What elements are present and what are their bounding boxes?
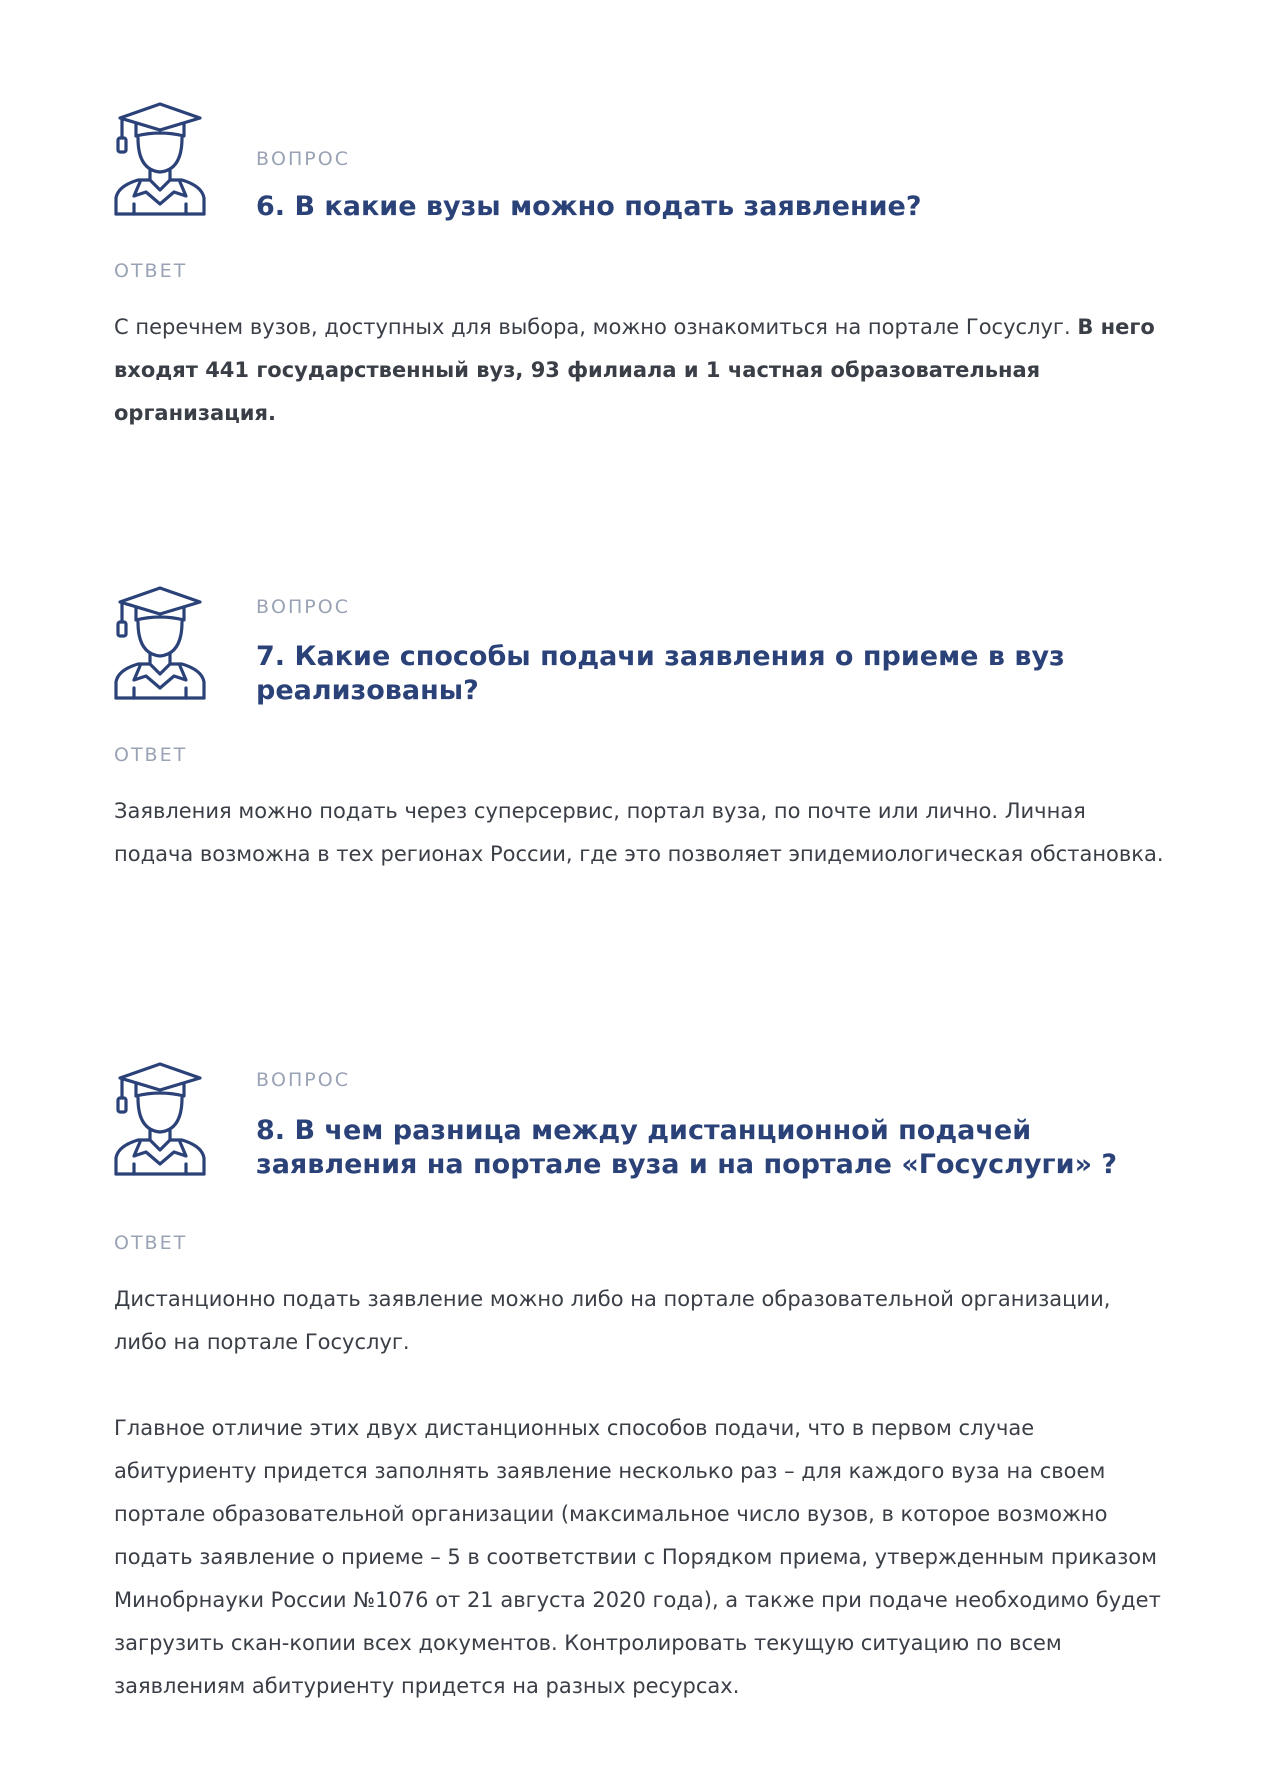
answer-paragraph-2: Главное отличие этих двух дистанционных способов подачи, что в первом случае абитуриенту придется заполнять заявление несколько раз – для каждого вуза на своем портале образовательной организации (максимальное число вузов, в которое возможно подать заявление о приеме – 5 в соответствии с Порядком приема, утвержденным приказом Минобрнауки России №1076 от 21 августа 2020 года), а также при подаче необходимо будет загрузить скан-копии всех документов. Контролировать текущую ситуацию по всем заявлениям абитуриенту придется на разных ресурсах. [114,1416,1161,1698]
question-title-line2: реализованы? [256,675,479,706]
question-title-line1: 7. Какие способы подачи заявления о приеме в вуз [256,641,1065,672]
graduate-icon [110,1060,210,1178]
answer-text-bold: В него входят 441 государственный вуз, 93 филиала и 1 частная образовательная организация. [114,315,1155,425]
answer-label: ОТВЕТ [114,1232,188,1254]
question-label: ВОПРОС [256,1069,350,1091]
question-title-line1: 8. В чем разница между дистанционной подачей [256,1115,1032,1146]
question-title [256,640,1156,708]
answer-text [114,1278,1164,1708]
paragraph-gap [114,1364,1164,1407]
answer-text [114,306,1164,435]
question-title [256,1114,1156,1182]
question-label: ВОПРОС [256,596,350,618]
answer-paragraph-1: Дистанционно подать заявление можно либо на портале образовательной организации, либо на портале Госуслуг. [114,1287,1111,1354]
question-label: ВОПРОС [256,148,350,170]
question-title: 6. В какие вузы можно подать заявление? [256,191,922,222]
answer-label: ОТВЕТ [114,744,188,766]
answer-label: ОТВЕТ [114,260,188,282]
answer-text-regular: С перечнем вузов, доступных для выбора, можно ознакомиться на портале Госуслуг. [114,315,1078,339]
graduate-icon [110,100,210,218]
question-title-line2: заявления на портале вуза и на портале «Госуслуги» ? [256,1149,1118,1180]
answer-text: Заявления можно подать через суперсервис, портал вуза, по почте или лично. Личная подача возможна в тех регионах России, где это позволяет эпидемиологическая обстановка. [114,799,1164,866]
graduate-icon [110,584,210,702]
